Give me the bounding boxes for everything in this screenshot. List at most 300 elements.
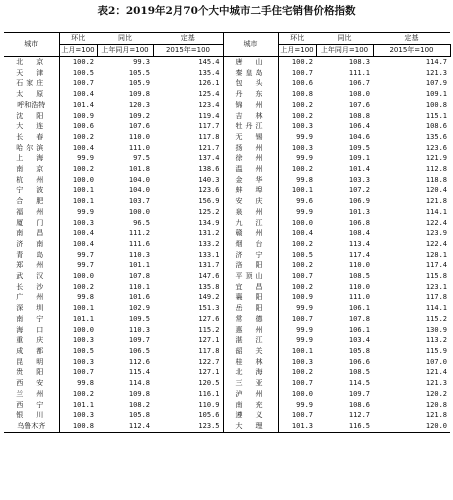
cell-fixed-right: 115.8 bbox=[425, 272, 447, 281]
cell-mom-left: 100.6 bbox=[59, 121, 97, 132]
cell-mom-right: 100.2 bbox=[278, 57, 316, 68]
cell-mom-right: 100.9 bbox=[278, 292, 316, 303]
cell-mom-right: 100.6 bbox=[278, 78, 316, 89]
table-row bbox=[4, 378, 450, 389]
cell-city-left: 西 宁 bbox=[16, 400, 47, 409]
cell-yoy-left: 105.8 bbox=[128, 411, 150, 420]
cell-yoy-left: 111.2 bbox=[128, 229, 150, 238]
cell-city-left: 石家庄 bbox=[16, 79, 47, 88]
cell-mom-left: 100.4 bbox=[59, 228, 97, 239]
cell-city-left: 西 安 bbox=[16, 379, 47, 388]
cell-fixed-left: 140.3 bbox=[198, 175, 220, 184]
table-row bbox=[4, 185, 450, 196]
table-row bbox=[4, 89, 450, 100]
cell-fixed-right: 123.9 bbox=[425, 229, 447, 238]
header-mom-left: 环比 bbox=[59, 33, 97, 45]
cell-yoy-left: 109.8 bbox=[128, 389, 150, 398]
cell-yoy-left: 110.1 bbox=[128, 282, 150, 291]
cell-fixed-left: 117.8 bbox=[198, 132, 220, 141]
cell-city-left: 银 川 bbox=[16, 411, 47, 420]
cell-yoy-right: 107.2 bbox=[348, 186, 370, 195]
cell-yoy-right: 116.5 bbox=[316, 421, 373, 432]
cell-yoy-right: 109.1 bbox=[348, 154, 370, 163]
cell-yoy-left: 101.8 bbox=[128, 165, 150, 174]
cell-fixed-left: 121.7 bbox=[198, 143, 220, 152]
cell-city-right: 牡丹江 bbox=[223, 121, 278, 132]
cell-yoy-right: 107.8 bbox=[348, 314, 370, 323]
table-row bbox=[4, 57, 450, 68]
cell-city-right: 赣 州 bbox=[223, 228, 278, 239]
cell-city-left: 青 岛 bbox=[16, 250, 47, 259]
cell-city-right: 常 德 bbox=[223, 314, 278, 325]
cell-yoy-right: 101.3 bbox=[348, 207, 370, 216]
cell-mom-right: 99.9 bbox=[278, 153, 316, 164]
header-fixed-left: 定基 bbox=[153, 33, 223, 45]
header-yoy-sub-left: 上年同月=100 bbox=[97, 45, 153, 57]
cell-mom-right: 99.8 bbox=[278, 175, 316, 186]
table-row bbox=[4, 282, 450, 293]
cell-mom-left: 100.2 bbox=[59, 389, 97, 400]
table-row bbox=[4, 143, 450, 154]
cell-city-left: 广 州 bbox=[16, 293, 47, 302]
cell-city-right: 平顶山 bbox=[223, 271, 278, 282]
cell-city-left: 乌鲁木齐 bbox=[4, 421, 59, 432]
cell-fixed-right: 121.8 bbox=[425, 411, 447, 420]
cell-mom-left: 100.1 bbox=[59, 185, 97, 196]
table-row bbox=[4, 335, 450, 346]
cell-city-right: 襄 阳 bbox=[223, 292, 278, 303]
cell-mom-right: 100.4 bbox=[278, 228, 316, 239]
cell-mom-right: 99.9 bbox=[278, 400, 316, 411]
table-row bbox=[4, 303, 450, 314]
cell-city-left: 呼和浩特 bbox=[17, 100, 46, 109]
table-row bbox=[4, 250, 450, 261]
cell-yoy-left: 104.0 bbox=[128, 186, 150, 195]
cell-city-right: 大 理 bbox=[223, 421, 278, 432]
table-body bbox=[4, 57, 450, 433]
cell-yoy-left: 107.8 bbox=[128, 272, 150, 281]
cell-yoy-left: 109.7 bbox=[128, 336, 150, 345]
cell-mom-right: 100.1 bbox=[278, 346, 316, 357]
cell-yoy-right: 103.4 bbox=[348, 336, 370, 345]
cell-mom-left: 100.2 bbox=[59, 57, 97, 68]
cell-fixed-left: 149.2 bbox=[198, 293, 220, 302]
cell-yoy-right: 106.4 bbox=[348, 122, 370, 131]
cell-fixed-left: 123.6 bbox=[198, 186, 220, 195]
table-row bbox=[4, 218, 450, 229]
cell-fixed-right: 121.8 bbox=[425, 197, 447, 206]
cell-fixed-right: 114.7 bbox=[425, 58, 447, 66]
cell-yoy-left: 107.6 bbox=[128, 122, 150, 131]
cell-fixed-right: 109.1 bbox=[425, 90, 447, 99]
table-row bbox=[4, 111, 450, 122]
cell-mom-left: 100.7 bbox=[59, 78, 97, 89]
cell-mom-right: 100.3 bbox=[278, 143, 316, 154]
cell-mom-left: 100.4 bbox=[59, 239, 97, 250]
cell-yoy-left: 120.3 bbox=[128, 100, 150, 109]
table-row bbox=[4, 389, 450, 400]
cell-mom-left: 99.8 bbox=[59, 292, 97, 303]
cell-fixed-left: 127.1 bbox=[198, 336, 220, 345]
cell-mom-right: 99.9 bbox=[278, 335, 316, 346]
cell-yoy-right: 105.8 bbox=[348, 346, 370, 355]
cell-fixed-left: 115.2 bbox=[198, 325, 220, 334]
table-row bbox=[4, 68, 450, 79]
cell-city-left: 南 京 bbox=[16, 165, 47, 174]
cell-mom-right: 100.3 bbox=[278, 121, 316, 132]
table-row bbox=[4, 346, 450, 357]
cell-yoy-left: 110.3 bbox=[128, 250, 150, 259]
cell-fixed-left: 105.6 bbox=[198, 411, 220, 420]
cell-yoy-right: 106.6 bbox=[348, 357, 370, 366]
cell-mom-left: 100.3 bbox=[59, 218, 97, 229]
cell-yoy-left: 99.3 bbox=[133, 58, 150, 66]
cell-city-right: 韶 关 bbox=[223, 346, 278, 357]
table-row bbox=[4, 196, 450, 207]
cell-city-right: 遵 义 bbox=[223, 410, 278, 421]
cell-fixed-right: 121.3 bbox=[425, 68, 447, 77]
cell-fixed-right: 113.2 bbox=[425, 336, 447, 345]
cell-yoy-right: 103.3 bbox=[348, 175, 370, 184]
cell-fixed-right: 115.9 bbox=[425, 346, 447, 355]
table-row bbox=[4, 164, 450, 175]
cell-fixed-left: 133.1 bbox=[198, 250, 220, 259]
cell-fixed-left: 131.2 bbox=[198, 229, 220, 238]
cell-yoy-right: 110.0 bbox=[348, 261, 370, 270]
cell-fixed-right: 128.1 bbox=[425, 250, 447, 259]
cell-city-right: 无 锡 bbox=[223, 132, 278, 143]
cell-yoy-right: 106.7 bbox=[348, 79, 370, 88]
cell-city-left: 郑 州 bbox=[16, 261, 47, 270]
cell-city-right: 丹 东 bbox=[223, 89, 278, 100]
cell-fixed-left: 119.4 bbox=[198, 111, 220, 120]
cell-fixed-right: 120.0 bbox=[373, 421, 450, 432]
table-row bbox=[4, 132, 450, 143]
header-mom-right: 环比 bbox=[278, 33, 316, 45]
price-index-table bbox=[4, 32, 451, 433]
cell-fixed-left: 151.3 bbox=[198, 304, 220, 313]
cell-city-left: 厦 门 bbox=[16, 218, 47, 227]
cell-mom-left: 100.3 bbox=[59, 410, 97, 421]
cell-fixed-left: 137.4 bbox=[198, 154, 220, 163]
cell-yoy-left: 104.0 bbox=[128, 175, 150, 184]
cell-fixed-right: 120.4 bbox=[425, 186, 447, 195]
cell-mom-right: 100.7 bbox=[278, 410, 316, 421]
cell-yoy-left: 110.0 bbox=[128, 132, 150, 141]
cell-city-right: 泉 州 bbox=[223, 207, 278, 218]
cell-mom-left: 100.4 bbox=[59, 143, 97, 154]
header-city-left: 城市 bbox=[4, 33, 59, 57]
cell-mom-left: 100.7 bbox=[59, 367, 97, 378]
cell-mom-left: 100.3 bbox=[59, 357, 97, 368]
cell-city-right: 惠 州 bbox=[223, 325, 278, 336]
cell-mom-right: 100.0 bbox=[278, 218, 316, 229]
cell-yoy-right: 106.1 bbox=[348, 304, 370, 313]
cell-fixed-left: 127.6 bbox=[198, 314, 220, 323]
header-fixed-sub-right: 2015年=100 bbox=[373, 45, 450, 57]
cell-fixed-right: 120.2 bbox=[425, 389, 447, 398]
table-row bbox=[4, 367, 450, 378]
cell-mom-left: 100.2 bbox=[59, 282, 97, 293]
cell-mom-left: 100.0 bbox=[59, 175, 97, 186]
header-fixed-right: 定基 bbox=[373, 33, 450, 45]
cell-mom-right: 100.8 bbox=[278, 89, 316, 100]
cell-city-right: 徐 州 bbox=[223, 153, 278, 164]
cell-city-right: 岳 阳 bbox=[223, 303, 278, 314]
cell-yoy-left: 109.8 bbox=[128, 90, 150, 99]
cell-city-left: 兰 州 bbox=[16, 389, 47, 398]
table-row bbox=[4, 421, 450, 432]
cell-fixed-left: 135.8 bbox=[198, 282, 220, 291]
table-title: 表2：2019年2月70个大中城市二手住宅销售价格指数 bbox=[97, 5, 356, 17]
cell-fixed-left: 145.4 bbox=[198, 58, 220, 66]
cell-fixed-left: 134.9 bbox=[198, 218, 220, 227]
table-row bbox=[4, 271, 450, 282]
cell-fixed-left: 138.6 bbox=[198, 165, 220, 174]
cell-fixed-right: 122.4 bbox=[425, 239, 447, 248]
cell-fixed-left: 156.9 bbox=[198, 197, 220, 206]
cell-mom-right: 100.2 bbox=[278, 111, 316, 122]
cell-city-left: 昆 明 bbox=[16, 357, 47, 366]
cell-city-right: 宜 昌 bbox=[223, 282, 278, 293]
cell-fixed-right: 108.6 bbox=[425, 122, 447, 131]
cell-city-left: 哈尔滨 bbox=[16, 143, 47, 152]
cell-yoy-left: 100.0 bbox=[128, 207, 150, 216]
cell-yoy-right: 108.6 bbox=[348, 400, 370, 409]
cell-mom-right: 100.2 bbox=[278, 164, 316, 175]
cell-city-right: 北 海 bbox=[223, 367, 278, 378]
cell-fixed-left: 123.4 bbox=[198, 100, 220, 109]
cell-fixed-left: 122.7 bbox=[198, 357, 220, 366]
cell-city-left: 济 南 bbox=[16, 239, 47, 248]
header-fixed-sub-left: 2015年=100 bbox=[153, 45, 223, 57]
cell-city-right: 蚌 埠 bbox=[223, 185, 278, 196]
cell-yoy-left: 109.5 bbox=[128, 314, 150, 323]
cell-fixed-right: 123.1 bbox=[425, 282, 447, 291]
cell-yoy-left: 102.9 bbox=[128, 304, 150, 313]
cell-mom-right: 100.7 bbox=[278, 68, 316, 79]
cell-yoy-right: 107.6 bbox=[348, 100, 370, 109]
cell-mom-right: 100.0 bbox=[278, 389, 316, 400]
cell-city-left: 南 昌 bbox=[16, 229, 47, 238]
cell-mom-left: 99.9 bbox=[59, 207, 97, 218]
cell-mom-left: 101.1 bbox=[59, 314, 97, 325]
cell-mom-left: 100.5 bbox=[59, 346, 97, 357]
cell-yoy-left: 111.6 bbox=[128, 239, 150, 248]
cell-fixed-left: 127.1 bbox=[198, 368, 220, 377]
cell-mom-right: 99.9 bbox=[278, 132, 316, 143]
cell-mom-right: 100.2 bbox=[278, 100, 316, 111]
cell-fixed-right: 135.6 bbox=[425, 132, 447, 141]
cell-city-left: 武 汉 bbox=[16, 272, 47, 281]
cell-city-left: 重 庆 bbox=[16, 336, 47, 345]
cell-yoy-left: 112.4 bbox=[97, 421, 153, 432]
cell-mom-left: 100.2 bbox=[59, 164, 97, 175]
header-city-right: 城市 bbox=[223, 33, 278, 57]
cell-city-right: 九 江 bbox=[223, 218, 278, 229]
cell-fixed-right: 117.4 bbox=[425, 261, 447, 270]
cell-mom-left: 101.1 bbox=[59, 400, 97, 411]
cell-fixed-right: 121.3 bbox=[425, 379, 447, 388]
cell-city-left: 杭 州 bbox=[16, 175, 47, 184]
cell-city-right: 秦皇岛 bbox=[223, 68, 278, 79]
cell-mom-right: 100.2 bbox=[278, 282, 316, 293]
cell-fixed-right: 118.8 bbox=[425, 175, 447, 184]
cell-yoy-left: 115.4 bbox=[128, 368, 150, 377]
cell-yoy-left: 96.5 bbox=[133, 218, 150, 227]
table-row bbox=[4, 400, 450, 411]
cell-yoy-right: 106.1 bbox=[348, 325, 370, 334]
cell-fixed-right: 100.8 bbox=[425, 100, 447, 109]
table-row bbox=[4, 175, 450, 186]
table-row bbox=[4, 153, 450, 164]
cell-city-right: 锦 州 bbox=[223, 100, 278, 111]
cell-city-left: 贵 阳 bbox=[16, 368, 47, 377]
cell-mom-right: 99.9 bbox=[278, 303, 316, 314]
cell-city-right: 安 庆 bbox=[223, 196, 278, 207]
cell-fixed-right: 114.1 bbox=[425, 207, 447, 216]
table-row bbox=[4, 410, 450, 421]
cell-city-right: 包 头 bbox=[223, 78, 278, 89]
cell-fixed-right: 112.8 bbox=[425, 165, 447, 174]
cell-city-left: 合 肥 bbox=[16, 197, 47, 206]
cell-mom-right: 100.5 bbox=[278, 250, 316, 261]
cell-city-left: 北 京 bbox=[16, 58, 47, 66]
cell-city-right: 湛 江 bbox=[223, 335, 278, 346]
cell-yoy-right: 108.3 bbox=[348, 58, 370, 66]
cell-mom-left: 100.0 bbox=[59, 271, 97, 282]
cell-city-left: 沈 阳 bbox=[16, 111, 47, 120]
cell-mom-left: 100.5 bbox=[59, 68, 97, 79]
cell-city-right: 三 亚 bbox=[223, 378, 278, 389]
cell-mom-right: 99.6 bbox=[278, 196, 316, 207]
cell-yoy-right: 101.4 bbox=[348, 165, 370, 174]
cell-yoy-right: 117.4 bbox=[348, 250, 370, 259]
cell-fixed-right: 121.9 bbox=[425, 154, 447, 163]
cell-fixed-right: 115.2 bbox=[425, 314, 447, 323]
cell-fixed-left: 117.7 bbox=[198, 122, 220, 131]
cell-fixed-left: 117.8 bbox=[198, 346, 220, 355]
cell-fixed-right: 121.4 bbox=[425, 368, 447, 377]
cell-fixed-right: 117.8 bbox=[425, 293, 447, 302]
cell-mom-right: 100.3 bbox=[278, 357, 316, 368]
table-row bbox=[4, 100, 450, 111]
cell-city-left: 长 春 bbox=[16, 132, 47, 141]
cell-yoy-left: 112.6 bbox=[128, 357, 150, 366]
table-row bbox=[4, 239, 450, 250]
cell-yoy-right: 106.9 bbox=[348, 197, 370, 206]
cell-yoy-left: 109.2 bbox=[128, 111, 150, 120]
cell-yoy-right: 109.7 bbox=[348, 389, 370, 398]
table-row bbox=[4, 121, 450, 132]
cell-yoy-left: 105.5 bbox=[128, 68, 150, 77]
cell-city-left: 成 都 bbox=[16, 346, 47, 355]
table-row bbox=[4, 78, 450, 89]
table-row bbox=[4, 357, 450, 368]
cell-city-left: 福 州 bbox=[16, 207, 47, 216]
table-header bbox=[4, 33, 450, 57]
cell-mom-left: 99.8 bbox=[59, 378, 97, 389]
table-row bbox=[4, 325, 450, 336]
cell-city-right: 扬 州 bbox=[223, 143, 278, 154]
cell-fixed-left: 125.2 bbox=[198, 207, 220, 216]
table-row bbox=[4, 314, 450, 325]
cell-yoy-right: 111.1 bbox=[348, 68, 370, 77]
table-row bbox=[4, 292, 450, 303]
cell-yoy-left: 101.1 bbox=[128, 261, 150, 270]
cell-city-left: 长 沙 bbox=[16, 282, 47, 291]
cell-city-right: 泸 州 bbox=[223, 389, 278, 400]
cell-city-right: 唐 山 bbox=[223, 57, 278, 68]
cell-city-left: 上 海 bbox=[16, 154, 47, 163]
cell-yoy-left: 110.3 bbox=[128, 325, 150, 334]
cell-city-left: 天 津 bbox=[16, 68, 47, 77]
cell-city-left: 大 连 bbox=[16, 122, 47, 131]
cell-city-left: 太 原 bbox=[16, 90, 47, 99]
table-row bbox=[4, 207, 450, 218]
table-row bbox=[4, 228, 450, 239]
cell-yoy-left: 106.5 bbox=[128, 346, 150, 355]
cell-mom-left: 100.1 bbox=[59, 196, 97, 207]
cell-yoy-right: 110.0 bbox=[348, 282, 370, 291]
cell-fixed-right: 120.8 bbox=[425, 400, 447, 409]
header-mom-sub-right: 上月=100 bbox=[278, 45, 316, 57]
cell-fixed-right: 115.1 bbox=[425, 111, 447, 120]
cell-fixed-left: 131.7 bbox=[198, 261, 220, 270]
cell-mom-right: 100.2 bbox=[278, 239, 316, 250]
cell-yoy-left: 105.9 bbox=[128, 79, 150, 88]
cell-city-right: 吉 林 bbox=[223, 111, 278, 122]
cell-yoy-right: 113.4 bbox=[348, 239, 370, 248]
cell-yoy-left: 114.8 bbox=[128, 379, 150, 388]
cell-fixed-right: 107.0 bbox=[425, 357, 447, 366]
cell-yoy-right: 108.4 bbox=[348, 229, 370, 238]
header-yoy-right: 同比 bbox=[316, 33, 373, 45]
cell-mom-left: 100.2 bbox=[59, 132, 97, 143]
cell-mom-right: 100.7 bbox=[278, 271, 316, 282]
cell-yoy-right: 108.0 bbox=[348, 90, 370, 99]
cell-city-right: 南 充 bbox=[223, 400, 278, 411]
cell-mom-right: 100.2 bbox=[278, 260, 316, 271]
cell-mom-right: 100.7 bbox=[278, 314, 316, 325]
cell-mom-left: 99.7 bbox=[59, 250, 97, 261]
cell-yoy-left: 97.5 bbox=[133, 154, 150, 163]
cell-city-right: 金 华 bbox=[223, 175, 278, 186]
cell-mom-left: 100.3 bbox=[59, 335, 97, 346]
cell-yoy-right: 109.5 bbox=[348, 143, 370, 152]
cell-yoy-right: 108.5 bbox=[348, 368, 370, 377]
cell-fixed-left: 120.5 bbox=[198, 379, 220, 388]
cell-fixed-right: 114.1 bbox=[425, 304, 447, 313]
cell-yoy-left: 108.2 bbox=[128, 400, 150, 409]
cell-city-right: 温 州 bbox=[223, 164, 278, 175]
header-yoy-sub-right: 上年同月=100 bbox=[316, 45, 373, 57]
cell-yoy-right: 108.5 bbox=[348, 272, 370, 281]
cell-city-right: 济 宁 bbox=[223, 250, 278, 261]
cell-city-left: 宁 波 bbox=[16, 186, 47, 195]
cell-city-left: 海 口 bbox=[16, 325, 47, 334]
cell-fixed-left: 123.5 bbox=[153, 421, 223, 432]
cell-mom-right: 99.9 bbox=[278, 325, 316, 336]
cell-fixed-left: 147.6 bbox=[198, 272, 220, 281]
cell-mom-left: 100.9 bbox=[59, 111, 97, 122]
cell-mom-left: 100.4 bbox=[59, 89, 97, 100]
cell-mom-left: 101.4 bbox=[59, 100, 97, 111]
cell-fixed-left: 110.9 bbox=[198, 400, 220, 409]
cell-fixed-left: 125.4 bbox=[198, 90, 220, 99]
cell-fixed-right: 130.9 bbox=[425, 325, 447, 334]
cell-fixed-left: 135.4 bbox=[198, 68, 220, 77]
